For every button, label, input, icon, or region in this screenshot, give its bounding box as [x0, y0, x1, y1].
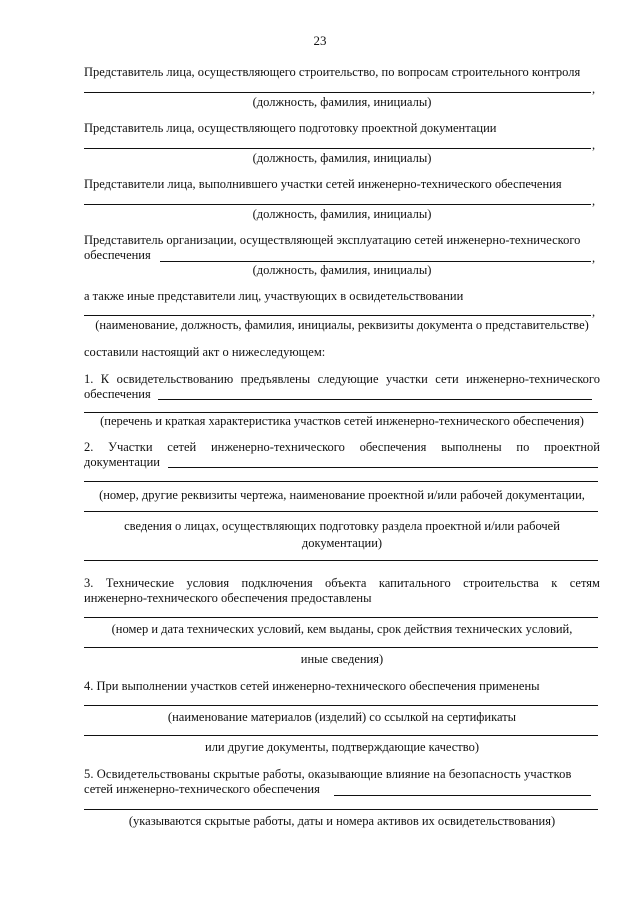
- rep-design-label: Представитель лица, осуществляющего подготовку проектной документации: [84, 121, 497, 135]
- section2-word: сетей: [167, 440, 197, 454]
- section2-word: проектной: [544, 440, 600, 454]
- section3-heading: [84, 577, 600, 590]
- section4-field-line[interactable]: [84, 735, 598, 736]
- section5-field-line[interactable]: [84, 809, 598, 810]
- field-comma: ,: [592, 194, 596, 208]
- rep-operator-field[interactable]: [160, 261, 591, 262]
- section1-word: 1.: [84, 372, 94, 386]
- section2-field-line[interactable]: [84, 560, 598, 561]
- section3-word: капитального: [378, 576, 451, 590]
- section2-word: выполнены: [441, 440, 502, 454]
- section4-caption: или другие документы, подтверждающие качество): [205, 740, 479, 754]
- section2-field-line[interactable]: [84, 481, 598, 482]
- section1-word: инженерно-технического: [466, 372, 600, 386]
- rep-network-builders-label: Представители лица, выполнившего участки сетей инженерно-технического обеспечения: [84, 177, 562, 191]
- section3-caption: (номер и дата технических условий, кем выданы, срок действия технических условий,: [111, 622, 573, 636]
- rep-network-builders-field[interactable]: [84, 204, 591, 205]
- field-comma: ,: [592, 82, 596, 96]
- section1-word: следующие: [317, 372, 379, 386]
- section3-field-line[interactable]: [84, 617, 598, 618]
- page-number: 23: [313, 33, 327, 48]
- section4-field-line[interactable]: [84, 705, 598, 706]
- section1-word: участки: [385, 372, 428, 386]
- section2-caption: сведения о лицах, осуществляющих подготовку раздела проектной и/или рабочей: [124, 519, 560, 533]
- section3-word: условия: [186, 576, 230, 590]
- section2-heading: [84, 441, 600, 454]
- rep-construction-control-label: Представитель лица, осуществляющего строительство, по вопросам строительного контроля: [84, 65, 581, 79]
- other-reps-caption: (наименование, должность, фамилия, инициалы, реквизиты документа о представительстве): [95, 318, 589, 332]
- section1-word: предъявлены: [240, 372, 311, 386]
- section2-word: по: [516, 440, 530, 454]
- field-comma: ,: [592, 251, 596, 265]
- section3-field-line[interactable]: [84, 647, 598, 648]
- section1-label-cont: обеспечения: [84, 387, 151, 401]
- section2-field-line[interactable]: [84, 511, 598, 512]
- act-intro: составили настоящий акт о нижеследующем:: [84, 345, 326, 359]
- section5-label-cont: сетей инженерно-технического обеспечения: [84, 782, 320, 796]
- section1-caption: (перечень и краткая характеристика участков сетей инженерно-технического обеспечения): [100, 414, 584, 428]
- section3-word: Технические: [105, 576, 174, 590]
- rep-design-caption: (должность, фамилия, инициалы): [252, 151, 432, 165]
- section1-heading: [84, 373, 600, 386]
- field-comma: ,: [592, 138, 596, 152]
- section3-word: строительства: [463, 576, 539, 590]
- section4-caption: (наименование материалов (изделий) со ссылкой на сертификаты: [167, 710, 517, 724]
- section1-word: освидетельствованию: [116, 372, 234, 386]
- section2-caption: (номер, другие реквизиты чертежа, наименование проектной и/или рабочей документации,: [99, 488, 585, 502]
- section2-caption: документации): [301, 536, 383, 550]
- section3-word: объекта: [325, 576, 367, 590]
- section2-word: Участки: [108, 440, 153, 454]
- section1-field[interactable]: [158, 399, 592, 400]
- section2-word: инженерно-технического: [210, 440, 345, 454]
- section1-word: сети: [435, 372, 459, 386]
- section2-word: 2.: [84, 440, 94, 454]
- section3-caption: иные сведения): [300, 652, 384, 666]
- section1-field-line[interactable]: [84, 412, 598, 413]
- rep-construction-control-caption: (должность, фамилия, инициалы): [252, 95, 432, 109]
- section5-label: 5. Освидетельствованы скрытые работы, оказывающие влияние на безопасность участков: [84, 767, 572, 781]
- section1-word: К: [100, 372, 110, 386]
- section3-word: 3.: [84, 576, 94, 590]
- other-reps-label: а также иные представители лиц, участвующих в освидетельствовании: [84, 289, 464, 303]
- section5-field[interactable]: [334, 795, 591, 796]
- section2-word: обеспечения: [359, 440, 427, 454]
- other-reps-field[interactable]: [84, 315, 591, 316]
- rep-operator-label-cont: обеспечения: [84, 248, 151, 262]
- section2-label-cont: документации: [84, 455, 160, 469]
- rep-network-builders-caption: (должность, фамилия, инициалы): [252, 207, 432, 221]
- section3-label-cont: инженерно-технического обеспечения предоставлены: [84, 591, 372, 605]
- section4-label: 4. При выполнении участков сетей инженерно-технического обеспечения применены: [84, 679, 540, 693]
- rep-design-field[interactable]: [84, 148, 591, 149]
- rep-construction-control-field[interactable]: [84, 92, 591, 93]
- rep-operator-caption: (должность, фамилия, инициалы): [252, 263, 432, 277]
- section2-field[interactable]: [168, 467, 598, 468]
- rep-operator-label: Представитель организации, осуществляющей эксплуатацию сетей инженерно-технического: [84, 233, 581, 247]
- section3-word: подключения: [241, 576, 313, 590]
- section3-word: сетям: [569, 576, 600, 590]
- section3-word: к: [551, 576, 558, 590]
- section5-caption: (указываются скрытые работы, даты и номера активов их освидетельствования): [128, 814, 556, 828]
- field-comma: ,: [592, 305, 596, 319]
